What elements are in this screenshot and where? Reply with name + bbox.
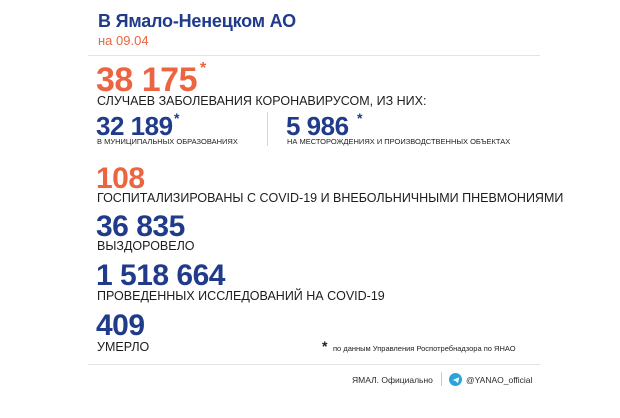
page-title: В Ямало-Ненецком АО [98, 11, 296, 31]
header-divider [88, 55, 540, 56]
footnote-asterisk: * [322, 338, 328, 354]
fields-cases-asterisk: * [357, 110, 363, 126]
total-cases-value: 38 175 [96, 61, 197, 99]
hospitalized-value: 108 [96, 162, 145, 195]
footer-divider [88, 364, 540, 365]
total-cases-caption: СЛУЧАЕВ ЗАБОЛЕВАНИЯ КОРОНАВИРУСОМ, ИЗ НИХ: [97, 94, 427, 108]
telegram-icon[interactable] [449, 373, 462, 386]
total-cases-asterisk: * [200, 60, 207, 77]
footer-separator [441, 372, 442, 386]
fields-cases-value: 5 986 [286, 111, 349, 141]
date-label: на 09.04 [98, 33, 149, 48]
deaths-value: 409 [96, 309, 145, 342]
municipal-cases-asterisk: * [174, 110, 180, 126]
paper-plane-icon [452, 376, 460, 384]
cases-separator [267, 112, 268, 146]
deaths-caption: УМЕРЛО [97, 340, 150, 354]
tests-caption: ПРОВЕДЕННЫХ ИССЛЕДОВАНИЙ НА COVID-19 [97, 289, 385, 303]
hospitalized-caption: ГОСПИТАЛИЗИРОВАНЫ С COVID-19 И ВНЕБОЛЬНИЧНЫМИ ПНЕВМОНИЯМИ [97, 191, 564, 205]
footnote-text: по данным Управления Роспотребнадзора по ЯНАО [333, 344, 516, 353]
recovered-value: 36 835 [96, 210, 185, 243]
recovered-caption: ВЫЗДОРОВЕЛО [97, 239, 195, 253]
municipal-cases-value: 32 189 [96, 111, 173, 141]
tests-value: 1 518 664 [96, 259, 225, 292]
telegram-handle[interactable]: @YANAO_official [466, 375, 533, 385]
municipal-cases-caption: В МУНИЦИПАЛЬНЫХ ОБРАЗОВАНИЯХ [97, 137, 238, 146]
fields-cases-caption: НА МЕСТОРОЖДЕНИЯХ И ПРОИЗВОДСТВЕННЫХ ОБЪЕКТАХ [287, 137, 511, 146]
footer-source: ЯМАЛ. Официально [352, 375, 433, 385]
